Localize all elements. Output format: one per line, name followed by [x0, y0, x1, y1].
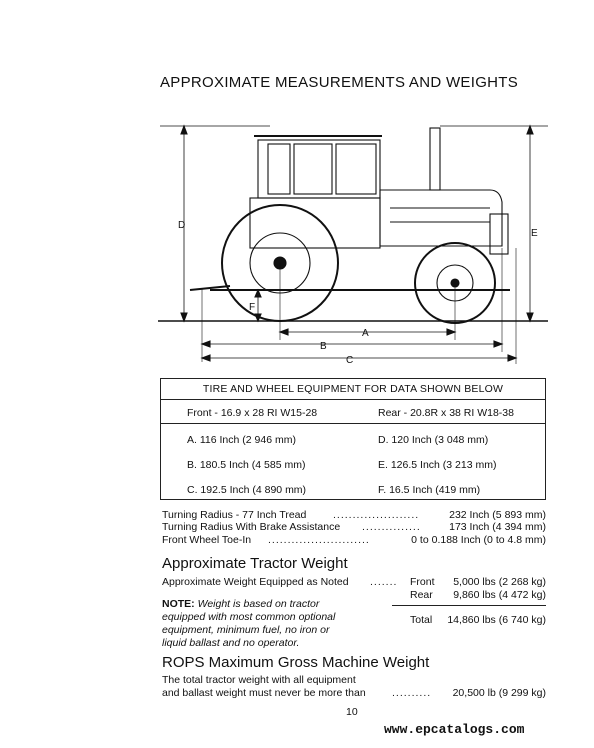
spec-label: Front Wheel Toe-In — [162, 534, 252, 546]
divider — [392, 605, 546, 606]
rops-heading: ROPS Maximum Gross Machine Weight — [162, 654, 430, 671]
tire-rear: Rear - 20.8R x 38 RI W18-38 — [378, 407, 514, 419]
rear-weight-label: Rear — [410, 589, 433, 601]
leader-dots: .......................... — [268, 534, 370, 546]
spec-value: 173 Inch (4 394 mm) — [449, 521, 546, 533]
front-weight-value: 5,000 lbs (2 268 kg) — [453, 576, 546, 588]
leader-dots: .......... — [392, 687, 432, 699]
rear-weight-value: 9,860 lbs (4 472 kg) — [453, 589, 546, 601]
dimension-d: D. 120 Inch (3 048 mm) — [378, 434, 489, 446]
spec-label: Turning Radius - 77 Inch Tread — [162, 509, 307, 521]
rops-line-2: and ballast weight must never be more than — [162, 687, 366, 699]
label-b: B — [320, 341, 327, 352]
dimension-c: C. 192.5 Inch (4 890 mm) — [187, 484, 307, 496]
leader-dots: ....... — [370, 576, 398, 588]
rops-line-1: The total tractor weight with all equipment — [162, 674, 356, 686]
tire-table-header: TIRE AND WHEEL EQUIPMENT FOR DATA SHOWN BELOW — [161, 379, 545, 400]
tractor-diagram — [150, 118, 560, 368]
spec-value: 0 to 0.188 Inch (0 to 4.8 mm) — [411, 534, 546, 546]
weight-heading: Approximate Tractor Weight — [162, 555, 348, 572]
leader-dots: ............... — [362, 521, 421, 533]
note-text: Weight is based on tractor equipped with most common optional equipment, minimum fuel, no iron or liquid ballast and no operator. — [162, 598, 336, 649]
spec-value: 232 Inch (5 893 mm) — [449, 509, 546, 521]
dimension-a: A. 116 Inch (2 946 mm) — [187, 434, 296, 446]
label-c: C — [346, 355, 354, 366]
rops-value: 20,500 lb (9 299 kg) — [452, 687, 546, 699]
front-weight-label: Front — [410, 576, 435, 588]
leader-dots: ...................... — [333, 509, 420, 521]
equipped-label: Approximate Weight Equipped as Noted — [162, 576, 349, 588]
dimension-f: F. 16.5 Inch (419 mm) — [378, 484, 481, 496]
page-number: 10 — [346, 706, 358, 718]
spec-label: Turning Radius With Brake Assistance — [162, 521, 341, 533]
dimension-b: B. 180.5 Inch (4 585 mm) — [187, 459, 306, 471]
page-title: APPROXIMATE MEASUREMENTS AND WEIGHTS — [160, 74, 519, 91]
tire-equipment-table — [160, 378, 546, 500]
label-d: D — [178, 220, 186, 231]
label-f: F — [249, 302, 256, 313]
weight-note — [162, 598, 354, 650]
total-weight-label: Total — [410, 614, 433, 626]
dimension-e: E. 126.5 Inch (3 213 mm) — [378, 459, 497, 471]
total-weight-value: 14,860 lbs (6 740 kg) — [447, 614, 546, 626]
label-e: E — [531, 228, 538, 239]
footer-url: www.epcatalogs.com — [384, 722, 525, 737]
tire-front: Front - 16.9 x 28 RI W15-28 — [187, 407, 318, 419]
label-a: A — [362, 328, 369, 339]
note-label: NOTE: — [162, 598, 195, 610]
